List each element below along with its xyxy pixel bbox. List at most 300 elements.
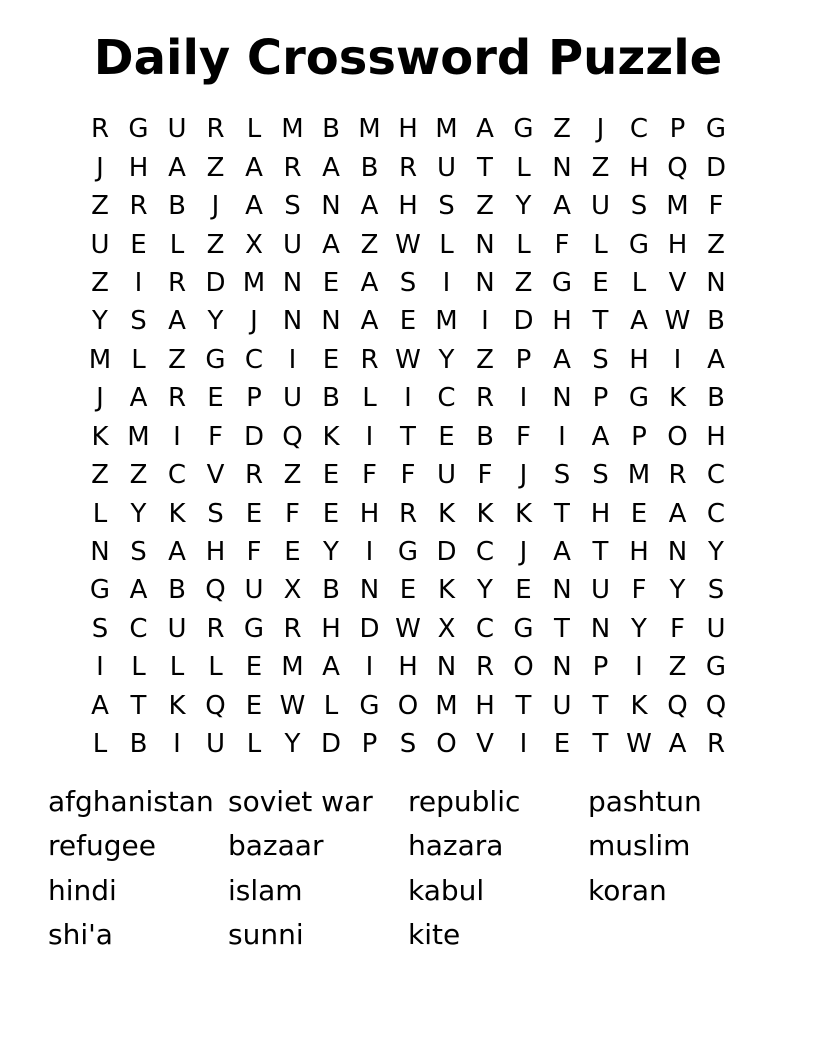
word-list-item: pashtun	[588, 784, 702, 818]
grid-cell: M	[666, 191, 689, 222]
grid-cell: E	[322, 460, 340, 491]
grid-cell: I	[173, 729, 181, 760]
grid-cell: F	[708, 191, 724, 222]
grid-cell: Y	[669, 575, 686, 606]
grid-cell: E	[592, 267, 609, 298]
grid-cell: E	[322, 267, 340, 298]
grid-cell: U	[244, 575, 264, 606]
grid-cell: M	[435, 114, 458, 145]
grid-cell: A	[245, 191, 263, 222]
grid-cell: N	[475, 267, 495, 298]
grid-cell: A	[476, 114, 494, 145]
grid-cell: R	[283, 613, 302, 644]
grid-cell: L	[169, 652, 185, 683]
grid-cell: B	[322, 114, 340, 145]
grid-cell: M	[88, 344, 112, 375]
word-list-item: sunni	[228, 918, 304, 952]
grid-cell: N	[552, 383, 572, 414]
grid-cell: R	[706, 729, 726, 760]
grid-cell: J	[96, 152, 104, 183]
grid-cell: W	[395, 613, 421, 644]
grid-cell: D	[205, 267, 226, 298]
grid-cell: A	[668, 729, 687, 760]
grid-cell: A	[360, 306, 379, 337]
grid-cell: G	[628, 229, 650, 260]
grid-cell: M	[627, 460, 651, 491]
grid-cell: I	[96, 652, 104, 683]
grid-cell: I	[673, 344, 682, 375]
grid-cell: F	[400, 460, 416, 491]
grid-cell: N	[590, 613, 611, 644]
grid-cell: I	[635, 652, 643, 683]
grid-cell: R	[206, 613, 225, 644]
grid-cell: S	[592, 460, 609, 491]
grid-cell: B	[168, 575, 186, 606]
grid-cell: H	[629, 152, 649, 183]
grid-cell: A	[553, 344, 571, 375]
grid-cell: Y	[130, 498, 147, 529]
grid-cell: B	[707, 306, 725, 337]
word-list-item: refugee	[48, 829, 156, 863]
grid-cell: Y	[284, 729, 301, 760]
grid-cell: N	[552, 575, 572, 606]
grid-cell: U	[90, 229, 110, 260]
grid-cell: S	[592, 344, 609, 375]
grid-cell: X	[283, 575, 302, 606]
grid-cell: T	[515, 690, 532, 721]
grid-cell: Z	[91, 191, 109, 222]
grid-cell: G	[628, 383, 650, 414]
grid-cell: G	[359, 690, 380, 721]
grid-cell: M	[127, 421, 150, 452]
grid-cell: U	[205, 729, 226, 760]
grid-cell: H	[398, 191, 418, 222]
grid-cell: G	[705, 652, 727, 683]
grid-cell: C	[129, 613, 148, 644]
grid-cell: Y	[515, 191, 532, 222]
grid-cell: D	[436, 537, 457, 568]
grid-cell: I	[519, 729, 528, 760]
word-list-item: afghanistan	[48, 784, 214, 818]
grid-cell: A	[91, 690, 109, 721]
grid-cell: O	[436, 729, 457, 760]
grid-cell: X	[245, 229, 263, 260]
grid-cell: J	[250, 306, 258, 337]
grid-cell: F	[516, 421, 531, 452]
grid-cell: Q	[667, 690, 688, 721]
word-list-item: shi'a	[48, 918, 113, 952]
grid-cell: R	[167, 267, 187, 298]
grid-cell: Y	[438, 344, 455, 375]
grid-cell: W	[395, 344, 421, 375]
grid-cell: T	[592, 306, 609, 337]
grid-cell: D	[320, 729, 342, 760]
grid-cell: J	[596, 114, 605, 145]
grid-cell: P	[246, 383, 262, 414]
grid-cell: W	[279, 690, 306, 721]
grid-cell: U	[436, 152, 457, 183]
word-list-item: kabul	[408, 873, 485, 907]
grid-cell: M	[242, 267, 266, 298]
grid-cell: A	[553, 191, 571, 222]
grid-cell: R	[668, 460, 687, 491]
grid-cell: P	[592, 652, 609, 683]
grid-cell: Q	[282, 421, 303, 452]
grid-cell: C	[244, 344, 264, 375]
grid-cell: U	[552, 690, 572, 721]
grid-cell: I	[519, 383, 528, 414]
grid-cell: N	[552, 652, 572, 683]
grid-cell: N	[475, 229, 495, 260]
grid-cell: V	[476, 729, 494, 760]
grid-cell: D	[705, 152, 727, 183]
grid-cell: K	[168, 498, 186, 529]
grid-cell: K	[630, 690, 648, 721]
grid-cell: A	[591, 421, 610, 452]
grid-cell: I	[404, 383, 412, 414]
grid-cell: F	[477, 460, 493, 491]
grid-cell: K	[668, 383, 687, 414]
grid-cell: D	[243, 421, 265, 452]
grid-cell: N	[667, 537, 688, 568]
grid-cell: S	[130, 306, 147, 337]
grid-cell: C	[629, 114, 649, 145]
grid-cell: Z	[360, 229, 379, 260]
grid-cell: G	[705, 114, 727, 145]
grid-cell: A	[129, 575, 148, 606]
word-list-item: bazaar	[228, 829, 324, 863]
grid-cell: U	[706, 613, 726, 644]
page-title: Daily Crossword Puzzle	[93, 30, 723, 86]
grid-cell: H	[359, 498, 380, 529]
grid-cell: F	[246, 537, 262, 568]
grid-cell: E	[515, 575, 532, 606]
grid-cell: C	[475, 537, 495, 568]
grid-cell: P	[592, 383, 609, 414]
grid-cell: R	[90, 114, 110, 145]
grid-cell: E	[322, 344, 340, 375]
grid-cell: I	[288, 344, 297, 375]
grid-cell: G	[397, 537, 419, 568]
grid-cell: P	[361, 729, 378, 760]
grid-cell: E	[399, 306, 417, 337]
grid-cell: H	[629, 344, 649, 375]
grid-cell: G	[513, 114, 534, 145]
grid-cell: F	[362, 460, 377, 491]
grid-cell: J	[519, 537, 528, 568]
grid-cell: E	[284, 537, 301, 568]
grid-cell: T	[400, 421, 416, 452]
grid-cell: K	[514, 498, 533, 529]
grid-cell: E	[322, 498, 340, 529]
grid-cell: I	[481, 306, 489, 337]
grid-cell: H	[629, 537, 649, 568]
grid-cell: Z	[129, 460, 148, 491]
grid-cell: A	[129, 383, 148, 414]
grid-cell: G	[205, 344, 226, 375]
grid-cell: T	[554, 498, 570, 529]
grid-cell: X	[437, 613, 456, 644]
grid-cell: I	[365, 421, 374, 452]
word-list-item: islam	[228, 873, 303, 907]
grid-cell: B	[707, 383, 725, 414]
grid-cell: Z	[91, 267, 109, 298]
grid-cell: L	[92, 498, 108, 529]
grid-cell: I	[558, 421, 566, 452]
grid-cell: B	[360, 152, 379, 183]
grid-cell: Z	[514, 267, 533, 298]
grid-cell: L	[131, 652, 146, 683]
word-list-item: soviet war	[228, 784, 373, 818]
grid-cell: U	[167, 613, 187, 644]
grid-cell: S	[553, 460, 571, 491]
grid-cell: R	[360, 344, 379, 375]
grid-cell: Z	[476, 191, 494, 222]
grid-cell: C	[475, 613, 495, 644]
grid-cell: B	[322, 575, 340, 606]
grid-cell: L	[246, 729, 262, 760]
word-search-grid	[81, 110, 736, 763]
grid-cell: L	[92, 729, 108, 760]
grid-cell: W	[664, 306, 691, 337]
grid-cell: R	[398, 152, 418, 183]
grid-cell: L	[516, 229, 531, 260]
grid-cell: H	[205, 537, 226, 568]
grid-cell: Q	[205, 690, 226, 721]
grid-cell: Z	[591, 152, 610, 183]
grid-cell: A	[322, 152, 340, 183]
grid-cell: K	[437, 575, 456, 606]
grid-cell: Y	[323, 537, 339, 568]
grid-cell: H	[706, 421, 726, 452]
grid-cell: R	[129, 191, 148, 222]
grid-cell: H	[590, 498, 611, 529]
grid-cell: A	[360, 191, 379, 222]
grid-cell: T	[592, 690, 609, 721]
word-list-item: hazara	[408, 829, 504, 863]
grid-cell: G	[551, 267, 573, 298]
grid-cell: L	[631, 267, 647, 298]
grid-cell: T	[592, 537, 609, 568]
grid-cell: Q	[205, 575, 226, 606]
grid-cell: A	[322, 229, 340, 260]
grid-cell: S	[707, 575, 725, 606]
grid-cell: E	[438, 421, 455, 452]
grid-cell: E	[553, 729, 571, 760]
grid-cell: A	[668, 498, 687, 529]
grid-cell: B	[168, 191, 186, 222]
grid-cell: G	[513, 613, 534, 644]
grid-cell: O	[397, 690, 419, 721]
grid-cell: M	[281, 114, 304, 145]
word-list-item: muslim	[588, 829, 691, 863]
grid-cell: S	[130, 537, 147, 568]
grid-cell: N	[282, 267, 303, 298]
grid-cell: B	[476, 421, 494, 452]
grid-cell: L	[323, 690, 339, 721]
grid-cell: Z	[553, 114, 571, 145]
grid-cell: U	[590, 575, 611, 606]
grid-cell: H	[475, 690, 495, 721]
grid-cell: S	[207, 498, 224, 529]
grid-cell: L	[439, 229, 454, 260]
grid-cell: N	[436, 652, 457, 683]
grid-cell: O	[667, 421, 688, 452]
grid-cell: N	[321, 191, 341, 222]
grid-cell: K	[437, 498, 456, 529]
grid-cell: R	[206, 114, 225, 145]
grid-cell: U	[167, 114, 187, 145]
grid-cell: S	[399, 729, 417, 760]
grid-cell: Z	[206, 152, 225, 183]
grid-cell: Z	[168, 344, 186, 375]
grid-cell: I	[173, 421, 181, 452]
grid-cell: A	[168, 537, 186, 568]
grid-cell: T	[592, 729, 609, 760]
grid-cell: L	[208, 652, 223, 683]
grid-cell: M	[435, 306, 458, 337]
grid-cell: Y	[207, 306, 224, 337]
grid-cell: S	[399, 267, 417, 298]
grid-cell: F	[670, 613, 685, 644]
word-list-item: hindi	[48, 873, 117, 907]
grid-cell: U	[590, 191, 611, 222]
grid-cell: F	[631, 575, 647, 606]
grid-cell: T	[477, 152, 493, 183]
grid-cell: R	[398, 498, 418, 529]
grid-cell: Z	[206, 229, 225, 260]
grid-cell: T	[130, 690, 147, 721]
grid-cell: U	[282, 229, 303, 260]
grid-cell: H	[128, 152, 149, 183]
word-list-item: republic	[408, 784, 521, 818]
grid-cell: Y	[92, 306, 108, 337]
grid-cell: R	[283, 152, 302, 183]
grid-cell: Y	[631, 613, 647, 644]
grid-cell: D	[513, 306, 534, 337]
grid-cell: M	[281, 652, 304, 683]
grid-cell: Y	[708, 537, 724, 568]
grid-cell: R	[244, 460, 264, 491]
grid-cell: E	[399, 575, 417, 606]
grid-cell: P	[669, 114, 686, 145]
grid-cell: E	[630, 498, 648, 529]
grid-cell: G	[89, 575, 111, 606]
grid-cell: U	[282, 383, 303, 414]
grid-cell: L	[246, 114, 262, 145]
grid-cell: F	[554, 229, 570, 260]
grid-cell: B	[322, 383, 340, 414]
grid-cell: R	[475, 383, 495, 414]
grid-cell: S	[91, 613, 109, 644]
grid-cell: F	[208, 421, 223, 452]
grid-cell: E	[245, 498, 263, 529]
grid-cell: L	[516, 152, 531, 183]
grid-cell: P	[631, 421, 647, 452]
grid-cell: M	[358, 114, 381, 145]
grid-cell: C	[706, 460, 726, 491]
grid-cell: E	[245, 690, 263, 721]
grid-cell: S	[630, 191, 648, 222]
word-list	[48, 779, 768, 957]
grid-cell: M	[435, 690, 458, 721]
grid-cell: Z	[283, 460, 302, 491]
grid-cell: C	[706, 498, 726, 529]
grid-cell: I	[365, 652, 374, 683]
grid-cell: K	[91, 421, 109, 452]
grid-cell: H	[667, 229, 688, 260]
grid-cell: N	[359, 575, 380, 606]
grid-cell: Q	[705, 690, 727, 721]
grid-cell: N	[552, 152, 572, 183]
grid-cell: D	[359, 613, 380, 644]
grid-cell: A	[553, 537, 571, 568]
grid-cell: W	[395, 229, 421, 260]
grid-cell: A	[322, 652, 340, 683]
grid-cell: Y	[477, 575, 493, 606]
grid-cell: P	[515, 344, 532, 375]
grid-cell: V	[206, 460, 225, 491]
grid-cell: T	[554, 613, 570, 644]
grid-cell: H	[398, 652, 418, 683]
grid-cell: R	[167, 383, 187, 414]
grid-cell: N	[282, 306, 303, 337]
grid-cell: S	[284, 191, 301, 222]
grid-cell: F	[285, 498, 300, 529]
grid-cell: I	[134, 267, 143, 298]
word-list-item: kite	[408, 918, 461, 952]
grid-cell: A	[168, 152, 186, 183]
grid-cell: H	[398, 114, 418, 145]
grid-cell: I	[365, 537, 374, 568]
grid-cell: E	[245, 652, 263, 683]
grid-cell: Z	[91, 460, 109, 491]
grid-cell: L	[169, 229, 185, 260]
grid-cell: A	[707, 344, 725, 375]
grid-cell: J	[96, 383, 104, 414]
grid-cell: H	[552, 306, 572, 337]
grid-cell: C	[167, 460, 187, 491]
grid-cell: G	[243, 613, 265, 644]
grid-cell: L	[362, 383, 377, 414]
grid-cell: A	[360, 267, 379, 298]
grid-cell: Q	[667, 152, 688, 183]
grid-cell: Z	[476, 344, 494, 375]
grid-cell: K	[168, 690, 186, 721]
grid-cell: Z	[707, 229, 725, 260]
grid-cell: L	[593, 229, 608, 260]
grid-cell: I	[442, 267, 451, 298]
grid-cell: Z	[668, 652, 687, 683]
grid-cell: N	[706, 267, 726, 298]
grid-cell: J	[211, 191, 220, 222]
grid-cell: R	[475, 652, 495, 683]
grid-cell: A	[630, 306, 648, 337]
grid-cell: S	[438, 191, 455, 222]
word-list-item: koran	[588, 873, 667, 907]
grid-cell: O	[513, 652, 534, 683]
grid-cell: B	[129, 729, 148, 760]
grid-cell: J	[519, 460, 528, 491]
grid-cell: N	[321, 306, 341, 337]
grid-cell: V	[668, 267, 687, 298]
grid-cell: W	[626, 729, 652, 760]
grid-cell: K	[476, 498, 494, 529]
grid-cell: H	[321, 613, 341, 644]
grid-cell: A	[245, 152, 263, 183]
grid-cell: L	[131, 344, 146, 375]
grid-cell: N	[90, 537, 110, 568]
